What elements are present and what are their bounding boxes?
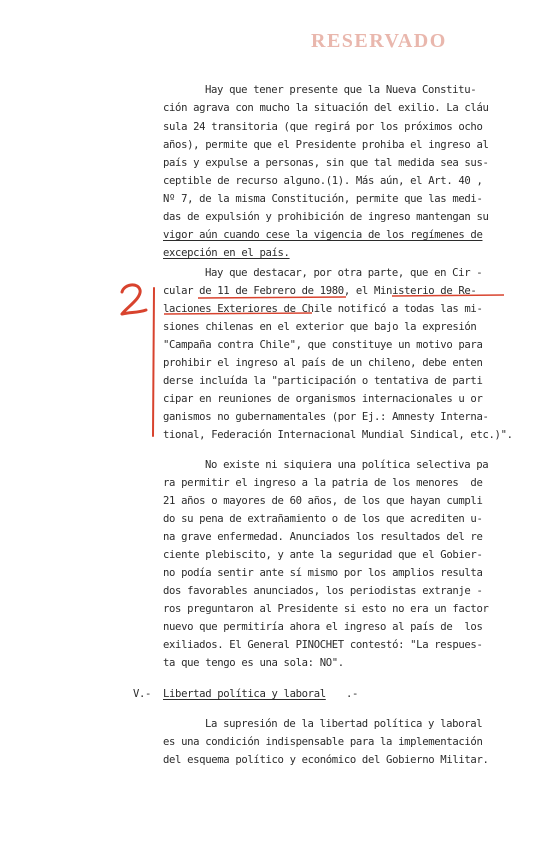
section-title: Libertad política y laboral: [163, 688, 326, 700]
paragraph-1-line: ción agrava con mucho la situación del exilio. La cláu: [163, 102, 489, 114]
paragraph-3-line: 21 años o mayores de 60 años, de los que hayan cumpli: [163, 495, 483, 507]
red-underline-marks: [160, 280, 530, 320]
paragraph-1-line: sula 24 transitoria (que regirá por los próximos ocho: [163, 121, 483, 133]
reservado-stamp: RESERVADO: [311, 30, 447, 52]
paragraph-2-line: ganismos no gubernamentales (por Ej.: Amnesty Interna-: [163, 411, 489, 423]
paragraph-3-line: no podía sentir ante sí mismo por los amplios resulta: [163, 567, 483, 579]
paragraph-1-line: das de expulsión y prohibición de ingreso mantengan su: [163, 211, 489, 223]
paragraph-3-line: na grave enfermedad. Anunciados los resultados del re: [163, 531, 483, 543]
paragraph-2-line: Hay que destacar, por otra parte, que en Cir -: [205, 267, 483, 279]
paragraph-3-line: exiliados. El General PINOCHET contestó: "La respues-: [163, 639, 483, 651]
paragraph-4-line: La supresión de la libertad política y laboral: [205, 718, 483, 730]
paragraph-3-line: ciente plebiscito, y ante la seguridad que el Gobier-: [163, 549, 483, 561]
paragraph-1-line: país y expulse a personas, sin que tal medida sea sus-: [163, 157, 489, 169]
paragraph-2-line: derse incluída la "participación o tentativa de parti: [163, 375, 483, 387]
paragraph-3-line: nuevo que permitiría ahora el ingreso al país de los: [163, 621, 483, 633]
paragraph-2-line: tional, Federación Internacional Mundial Sindical, etc.)".: [163, 429, 513, 441]
paragraph-3-line: ra permitir el ingreso a la patria de los menores de: [163, 477, 483, 489]
paragraph-3-line: No existe ni siquiera una política selectiva pa: [205, 459, 489, 471]
paragraph-2-line: cular de 11 de Febrero de 1980, el Ministerio de Re-: [163, 285, 477, 297]
paragraph-3-line: do su pena de extrañamiento o de los que acrediten u-: [163, 513, 483, 525]
paragraph-4-line: es una condición indispensable para la implementación: [163, 736, 483, 748]
paragraph-2-line: "Campaña contra Chile", que constituye un motivo para: [163, 339, 483, 351]
paragraph-2-line: prohibir el ingreso al país de un chileno, debe enten: [163, 357, 483, 369]
paragraph-3-line: ros preguntaron al Presidente si esto no era un factor: [163, 603, 489, 615]
paragraph-1-line: años), permite que el Presidente prohiba el ingreso al: [163, 139, 489, 151]
paragraph-1-line: excepción en el país.: [163, 247, 290, 259]
paragraph-1-line: Nº 7, de la misma Constitución, permite que las medi-: [163, 193, 483, 205]
paragraph-1-line: vigor aún cuando cese la vigencia de los regímenes de: [163, 229, 483, 241]
paragraph-3-line: ta que tengo es una sola: NO".: [163, 657, 344, 669]
paragraph-1-line: Hay que tener presente que la Nueva Constitu-: [205, 84, 477, 96]
paragraph-2-line: siones chilenas en el exterior que bajo la expresión: [163, 321, 477, 333]
paragraph-2-line: cipar en reuniones de organismos internacionales u or: [163, 393, 483, 405]
paragraph-4-line: del esquema político y económico del Gobierno Militar.: [163, 754, 489, 766]
margin-bracket-line: [150, 286, 158, 438]
section-number: V.-: [133, 688, 152, 700]
section-title-suffix: .-: [346, 688, 359, 700]
handwritten-number-two: [116, 280, 152, 320]
paragraph-2-line: laciones Exteriores de Chile notificó a todas las mi-: [163, 303, 483, 315]
paragraph-1-line: ceptible de recurso alguno.(1). Más aún, el Art. 40 ,: [163, 175, 483, 187]
paragraph-3-line: dos favorables anunciados, los periodistas extranje -: [163, 585, 483, 597]
